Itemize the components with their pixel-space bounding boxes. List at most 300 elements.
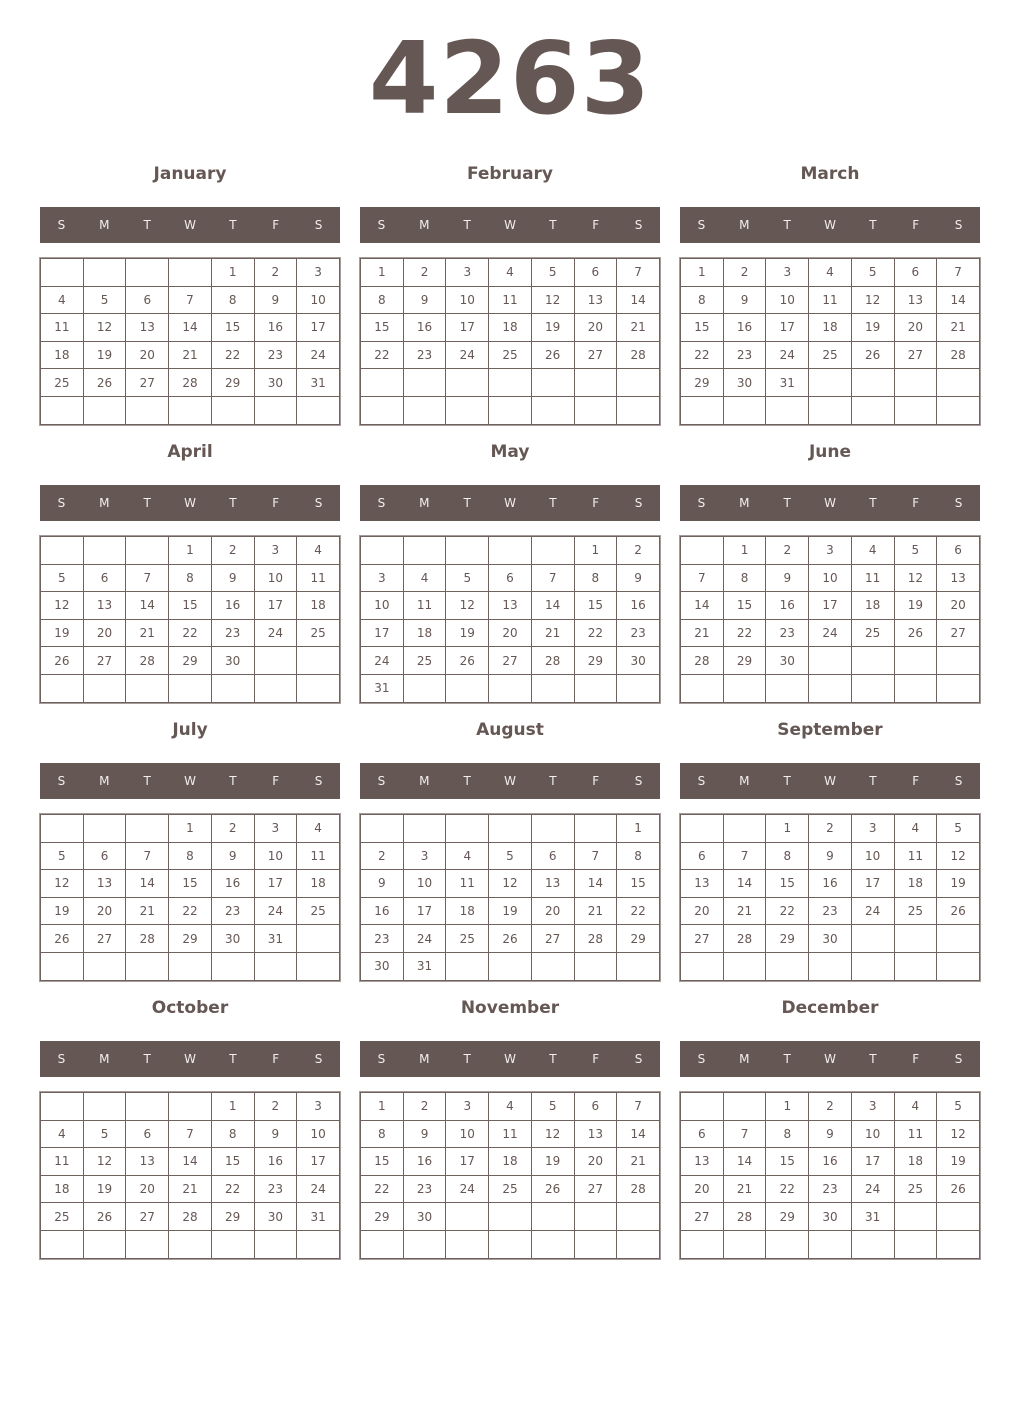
day-cell — [894, 369, 937, 397]
weekday-label: T — [143, 774, 151, 788]
day-cell — [531, 1230, 574, 1258]
day-cell: 1 — [574, 537, 617, 565]
day-cell — [83, 1093, 126, 1121]
day-cell: 25 — [894, 897, 937, 925]
week-row — [41, 1203, 340, 1231]
day-cell: 20 — [126, 341, 169, 369]
day-cell: 4 — [894, 1093, 937, 1121]
weekday-label: W — [824, 218, 836, 232]
day-cell: 19 — [937, 870, 980, 898]
day-cell: 16 — [809, 1148, 852, 1176]
day-cell — [126, 815, 169, 843]
weekday-header-bar — [360, 763, 660, 799]
week-row — [41, 286, 340, 314]
day-cell — [617, 1203, 660, 1231]
day-cell — [446, 1203, 489, 1231]
day-cell: 15 — [211, 314, 254, 342]
week-row — [681, 1175, 980, 1203]
day-cell — [681, 1093, 724, 1121]
day-cell — [83, 952, 126, 980]
day-cell: 1 — [617, 815, 660, 843]
days-table — [360, 536, 660, 703]
week-row — [681, 341, 980, 369]
day-cell: 28 — [723, 1203, 766, 1231]
day-cell: 12 — [937, 842, 980, 870]
day-cell: 16 — [723, 314, 766, 342]
week-row — [41, 952, 340, 980]
day-cell: 12 — [83, 1148, 126, 1176]
day-cell: 17 — [254, 592, 297, 620]
day-cell: 27 — [937, 619, 980, 647]
day-cell: 3 — [851, 1093, 894, 1121]
day-cell: 13 — [574, 1120, 617, 1148]
day-cell — [574, 815, 617, 843]
day-cell — [297, 396, 340, 424]
week-row — [41, 1120, 340, 1148]
day-cell: 19 — [851, 314, 894, 342]
week-row — [41, 842, 340, 870]
week-row — [681, 564, 980, 592]
day-cell: 18 — [894, 1148, 937, 1176]
day-cell: 11 — [489, 286, 532, 314]
weekday-label: F — [912, 1052, 920, 1066]
day-cell: 29 — [169, 925, 212, 953]
day-cell: 15 — [169, 870, 212, 898]
day-cell: 2 — [211, 537, 254, 565]
day-cell — [403, 1230, 446, 1258]
day-cell — [83, 815, 126, 843]
weekday-label: T — [143, 1052, 151, 1066]
day-cell — [297, 647, 340, 675]
week-row — [681, 647, 980, 675]
day-cell: 1 — [766, 815, 809, 843]
day-cell: 9 — [361, 870, 404, 898]
day-cell — [809, 647, 852, 675]
day-cell: 22 — [766, 1175, 809, 1203]
day-cell: 14 — [126, 870, 169, 898]
weekday-label: W — [504, 218, 516, 232]
day-cell: 20 — [574, 314, 617, 342]
weekday-header-bar — [680, 1041, 980, 1077]
day-cell: 22 — [574, 619, 617, 647]
day-cell: 4 — [41, 286, 84, 314]
day-cell — [211, 1230, 254, 1258]
day-cell — [531, 1203, 574, 1231]
day-cell: 1 — [361, 1093, 404, 1121]
day-cell: 23 — [211, 897, 254, 925]
day-cell — [766, 396, 809, 424]
weekday-label: T — [549, 218, 557, 232]
day-cell: 21 — [723, 1175, 766, 1203]
day-cell — [723, 1230, 766, 1258]
weekday-label: W — [184, 1052, 196, 1066]
day-cell: 14 — [531, 592, 574, 620]
day-cell: 25 — [41, 1203, 84, 1231]
day-cell: 6 — [574, 1093, 617, 1121]
day-cell — [254, 952, 297, 980]
day-cell — [574, 396, 617, 424]
weekday-label: S — [57, 774, 66, 788]
day-cell: 4 — [809, 259, 852, 287]
day-cell: 8 — [617, 842, 660, 870]
day-cell: 12 — [894, 564, 937, 592]
day-cell: 8 — [766, 842, 809, 870]
day-cell — [41, 1230, 84, 1258]
week-row — [681, 815, 980, 843]
day-cell: 19 — [937, 1148, 980, 1176]
day-cell: 27 — [126, 369, 169, 397]
day-cell: 22 — [211, 1175, 254, 1203]
day-cell: 6 — [531, 842, 574, 870]
day-cell: 24 — [851, 897, 894, 925]
weekday-label: S — [377, 218, 386, 232]
day-cell: 6 — [937, 537, 980, 565]
day-cell — [894, 647, 937, 675]
day-cell: 21 — [126, 619, 169, 647]
day-cell: 7 — [574, 842, 617, 870]
week-row — [41, 341, 340, 369]
day-cell: 21 — [617, 1148, 660, 1176]
day-cell: 2 — [809, 1093, 852, 1121]
day-cell: 8 — [574, 564, 617, 592]
weekday-header-bar — [360, 1041, 660, 1077]
weekday-label: T — [549, 496, 557, 510]
day-cell — [489, 674, 532, 702]
day-cell: 7 — [937, 259, 980, 287]
day-cell: 1 — [169, 537, 212, 565]
day-cell: 21 — [937, 314, 980, 342]
day-cell — [894, 1230, 937, 1258]
day-cell — [681, 1230, 724, 1258]
day-cell: 26 — [894, 619, 937, 647]
day-cell — [403, 815, 446, 843]
week-row — [361, 842, 660, 870]
weekday-header-bar — [40, 1041, 340, 1077]
day-cell: 31 — [851, 1203, 894, 1231]
day-cell — [361, 396, 404, 424]
day-cell: 19 — [446, 619, 489, 647]
day-cell: 19 — [83, 341, 126, 369]
day-cell: 24 — [297, 1175, 340, 1203]
day-cell: 16 — [211, 870, 254, 898]
weekday-header-bar — [680, 207, 980, 243]
day-cell — [574, 674, 617, 702]
day-cell: 3 — [446, 1093, 489, 1121]
day-cell — [723, 952, 766, 980]
day-cell: 7 — [617, 259, 660, 287]
month-title: August — [476, 720, 544, 740]
day-cell — [169, 1093, 212, 1121]
weekday-label: W — [824, 1052, 836, 1066]
day-cell: 27 — [531, 925, 574, 953]
days-table — [40, 258, 340, 425]
month-title: March — [800, 164, 860, 184]
week-row — [41, 259, 340, 287]
day-cell: 25 — [489, 1175, 532, 1203]
day-cell: 24 — [254, 619, 297, 647]
day-cell: 10 — [254, 564, 297, 592]
day-cell — [489, 369, 532, 397]
week-row — [681, 870, 980, 898]
week-row — [41, 1175, 340, 1203]
day-cell — [937, 952, 980, 980]
day-cell — [681, 396, 724, 424]
day-cell — [446, 1230, 489, 1258]
day-cell — [851, 674, 894, 702]
day-cell — [531, 369, 574, 397]
week-row — [681, 925, 980, 953]
day-cell: 18 — [894, 870, 937, 898]
days-table — [40, 1092, 340, 1259]
day-cell: 7 — [723, 1120, 766, 1148]
day-cell: 6 — [894, 259, 937, 287]
week-row — [681, 674, 980, 702]
weekday-label: S — [954, 496, 963, 510]
day-cell: 13 — [126, 314, 169, 342]
week-row — [361, 619, 660, 647]
weekday-label: S — [634, 496, 643, 510]
weekday-label: M — [419, 218, 430, 232]
day-cell: 5 — [446, 564, 489, 592]
day-cell — [403, 369, 446, 397]
day-cell: 15 — [723, 592, 766, 620]
day-cell: 24 — [403, 925, 446, 953]
day-cell: 30 — [403, 1203, 446, 1231]
day-cell: 22 — [766, 897, 809, 925]
day-cell: 28 — [126, 647, 169, 675]
weekday-label: S — [954, 218, 963, 232]
day-cell — [894, 396, 937, 424]
day-cell: 2 — [723, 259, 766, 287]
day-cell: 29 — [766, 925, 809, 953]
weekday-label: T — [869, 218, 877, 232]
month-title: December — [781, 998, 879, 1018]
week-row — [41, 396, 340, 424]
day-cell — [297, 952, 340, 980]
day-cell: 11 — [446, 870, 489, 898]
day-cell: 8 — [723, 564, 766, 592]
day-cell: 1 — [211, 259, 254, 287]
day-cell: 3 — [446, 259, 489, 287]
week-row — [41, 925, 340, 953]
day-cell: 11 — [809, 286, 852, 314]
day-cell — [723, 674, 766, 702]
day-cell: 5 — [489, 842, 532, 870]
week-row — [681, 259, 980, 287]
day-cell: 15 — [169, 592, 212, 620]
day-cell: 17 — [254, 870, 297, 898]
week-row — [361, 396, 660, 424]
day-cell: 20 — [489, 619, 532, 647]
day-cell — [489, 1230, 532, 1258]
day-cell: 30 — [361, 952, 404, 980]
weekday-label: S — [377, 774, 386, 788]
day-cell: 1 — [681, 259, 724, 287]
day-cell: 5 — [851, 259, 894, 287]
day-cell: 29 — [169, 647, 212, 675]
days-table — [680, 1092, 980, 1259]
day-cell — [937, 396, 980, 424]
weekday-label: T — [463, 218, 471, 232]
week-row — [361, 1093, 660, 1121]
day-cell: 3 — [254, 815, 297, 843]
weekday-label: M — [99, 1052, 110, 1066]
day-cell: 5 — [531, 1093, 574, 1121]
day-cell — [254, 396, 297, 424]
week-row — [681, 396, 980, 424]
day-cell: 29 — [723, 647, 766, 675]
day-cell: 19 — [531, 1148, 574, 1176]
day-cell — [254, 647, 297, 675]
weekday-header-bar — [40, 485, 340, 521]
week-row — [361, 1203, 660, 1231]
day-cell: 27 — [126, 1203, 169, 1231]
day-cell — [531, 952, 574, 980]
day-cell: 17 — [297, 1148, 340, 1176]
weekday-label: S — [57, 1052, 66, 1066]
day-cell — [126, 537, 169, 565]
week-row — [361, 286, 660, 314]
day-cell: 1 — [169, 815, 212, 843]
day-cell: 31 — [361, 674, 404, 702]
day-cell — [211, 952, 254, 980]
day-cell: 10 — [297, 286, 340, 314]
day-cell: 17 — [297, 314, 340, 342]
day-cell — [723, 1093, 766, 1121]
weekday-label: T — [783, 774, 791, 788]
day-cell: 1 — [766, 1093, 809, 1121]
weekday-label: S — [634, 774, 643, 788]
weekday-label: S — [697, 496, 706, 510]
weekday-label: T — [549, 1052, 557, 1066]
week-row — [681, 314, 980, 342]
day-cell: 17 — [361, 619, 404, 647]
day-cell: 4 — [851, 537, 894, 565]
day-cell: 17 — [809, 592, 852, 620]
weekday-label: T — [229, 496, 237, 510]
day-cell: 18 — [489, 1148, 532, 1176]
day-cell: 27 — [681, 1203, 724, 1231]
weekday-label: W — [184, 218, 196, 232]
day-cell: 27 — [574, 1175, 617, 1203]
month-title: October — [151, 998, 229, 1018]
day-cell — [41, 674, 84, 702]
day-cell: 25 — [489, 341, 532, 369]
weekday-label: F — [592, 496, 600, 510]
day-cell — [446, 369, 489, 397]
day-cell: 10 — [361, 592, 404, 620]
weekday-label: M — [99, 218, 110, 232]
day-cell — [809, 674, 852, 702]
days-table — [360, 814, 660, 981]
day-cell — [41, 396, 84, 424]
day-cell: 16 — [809, 870, 852, 898]
week-row — [41, 314, 340, 342]
weekday-label: T — [783, 218, 791, 232]
day-cell: 22 — [169, 897, 212, 925]
day-cell — [766, 1230, 809, 1258]
day-cell: 14 — [937, 286, 980, 314]
day-cell: 23 — [766, 619, 809, 647]
day-cell: 5 — [83, 286, 126, 314]
weekday-header-bar — [680, 485, 980, 521]
weekday-label: F — [272, 496, 280, 510]
day-cell: 14 — [617, 1120, 660, 1148]
week-row — [361, 592, 660, 620]
day-cell — [41, 952, 84, 980]
day-cell: 22 — [211, 341, 254, 369]
day-cell: 20 — [126, 1175, 169, 1203]
week-row — [41, 815, 340, 843]
day-cell: 12 — [937, 1120, 980, 1148]
day-cell: 28 — [126, 925, 169, 953]
day-cell — [574, 1203, 617, 1231]
week-row — [361, 647, 660, 675]
day-cell: 18 — [851, 592, 894, 620]
day-cell: 31 — [297, 369, 340, 397]
day-cell — [446, 674, 489, 702]
day-cell: 12 — [531, 1120, 574, 1148]
day-cell: 8 — [361, 286, 404, 314]
day-cell: 6 — [681, 842, 724, 870]
week-row — [41, 897, 340, 925]
day-cell: 21 — [126, 897, 169, 925]
week-row — [361, 369, 660, 397]
weekday-label: W — [504, 496, 516, 510]
day-cell: 16 — [766, 592, 809, 620]
day-cell: 15 — [361, 314, 404, 342]
weekday-header-bar — [40, 763, 340, 799]
day-cell: 18 — [297, 870, 340, 898]
day-cell: 16 — [403, 1148, 446, 1176]
week-row — [41, 1230, 340, 1258]
day-cell: 18 — [297, 592, 340, 620]
week-row — [41, 1148, 340, 1176]
day-cell: 10 — [851, 1120, 894, 1148]
day-cell — [681, 674, 724, 702]
day-cell — [446, 396, 489, 424]
day-cell — [83, 396, 126, 424]
day-cell: 6 — [489, 564, 532, 592]
day-cell: 10 — [766, 286, 809, 314]
day-cell — [489, 815, 532, 843]
weekday-label: F — [272, 774, 280, 788]
day-cell: 30 — [254, 1203, 297, 1231]
day-cell: 27 — [83, 925, 126, 953]
weekday-label: F — [592, 218, 600, 232]
day-cell — [403, 537, 446, 565]
day-cell: 23 — [403, 1175, 446, 1203]
day-cell: 29 — [361, 1203, 404, 1231]
day-cell: 26 — [937, 1175, 980, 1203]
day-cell: 14 — [723, 870, 766, 898]
day-cell: 6 — [574, 259, 617, 287]
day-cell: 1 — [361, 259, 404, 287]
week-row — [361, 1120, 660, 1148]
week-row — [361, 674, 660, 702]
day-cell: 7 — [126, 842, 169, 870]
week-row — [41, 1093, 340, 1121]
week-row — [361, 1148, 660, 1176]
day-cell: 25 — [894, 1175, 937, 1203]
day-cell: 15 — [766, 870, 809, 898]
day-cell: 14 — [574, 870, 617, 898]
day-cell: 29 — [766, 1203, 809, 1231]
day-cell: 30 — [723, 369, 766, 397]
weekday-label: W — [824, 496, 836, 510]
days-table — [680, 258, 980, 425]
day-cell: 7 — [617, 1093, 660, 1121]
